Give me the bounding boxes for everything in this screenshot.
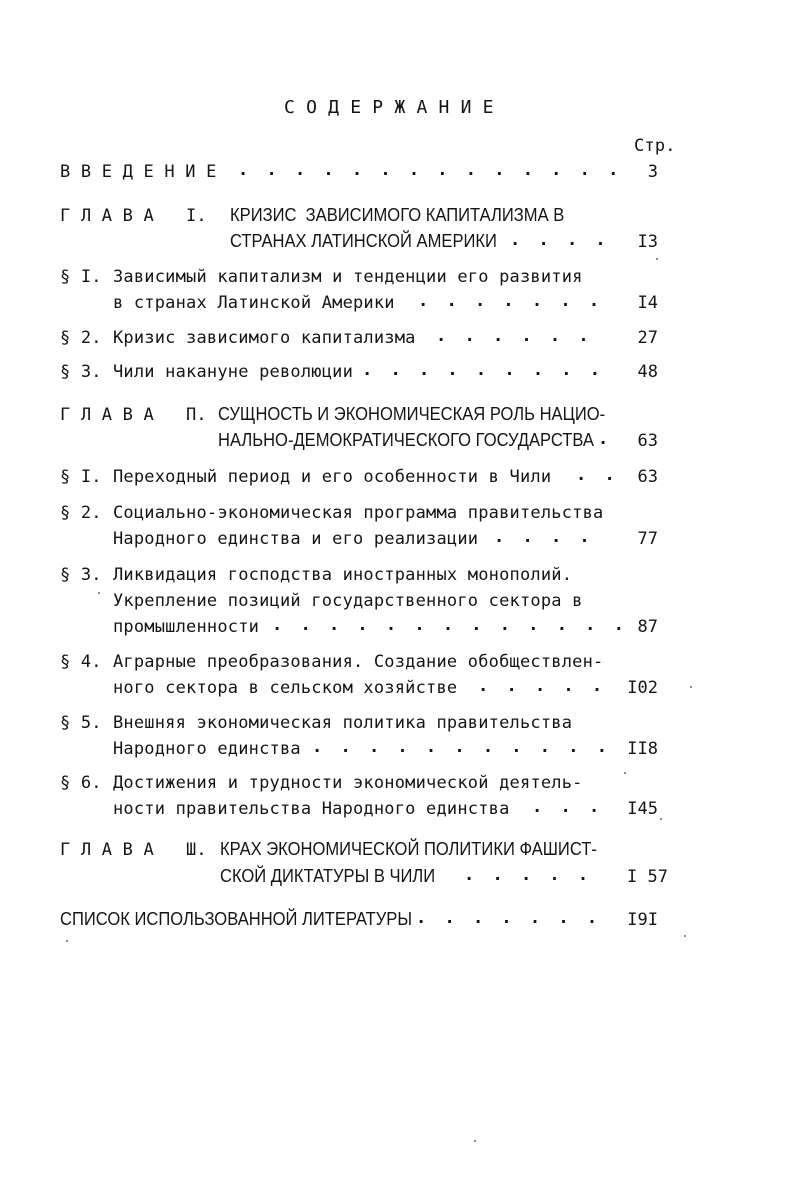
section-page: 27 <box>637 328 658 348</box>
section-title-line1: Переходный период и его особенности в Чили <box>113 467 552 487</box>
chapter1-title-line1: КРИЗИС ЗАВИСИМОГО КАПИТАЛИЗМА В <box>230 205 565 225</box>
dot-leader: . . . <box>532 797 604 817</box>
section-title-line2: ного сектора в сельском хозяйстве <box>113 678 458 698</box>
chapter1-title-line2: СТРАНАХ ЛАТИНСКОЙ АМЕРИКИ <box>230 231 497 251</box>
dot-leader: . . . . . . <box>436 326 593 346</box>
chapter2-title-line1: СУЩНОСТЬ И ЭКОНОМИЧЕСКАЯ РОЛЬ НАЦИО- <box>218 404 606 424</box>
section-title-line2: Укрепление позиций государственного сектора в <box>113 591 583 611</box>
section-title-line3: промышленности <box>113 617 260 637</box>
chapter3-page: I 57 <box>627 867 668 887</box>
chapter2-title-line2: НАЛЬНО-ДЕМОКРАТИЧЕСКОГО ГОСУДАРСТВА <box>218 430 594 450</box>
chapter2-label: Г Л А В А <box>60 405 154 425</box>
section-title-line2: Народного единства <box>113 739 301 759</box>
dot-leader: . . . . . <box>478 676 607 696</box>
section-number: § 3. <box>60 362 102 382</box>
section-title-line1: Зависимый капитализм и тенденции его развития <box>113 267 583 287</box>
chapter2-number: П. <box>186 405 207 425</box>
section-number: § 4. <box>60 652 102 672</box>
dot-leader: . . . . . <box>464 865 593 885</box>
section-number: § 2. <box>60 328 102 348</box>
section-page: I4 <box>637 293 658 313</box>
chapter1-page: I3 <box>637 232 658 252</box>
section-number: § I. <box>60 267 102 287</box>
chapter1-number: I. <box>186 206 207 226</box>
section-page: II8 <box>627 739 658 759</box>
section-page: I45 <box>627 799 658 819</box>
chapter3-title-line1: КРАХ ЭКОНОМИЧЕСКОЙ ПОЛИТИКИ ФАШИСТ- <box>220 839 597 859</box>
section-title-line1: Чили накануне революции <box>113 362 354 382</box>
intro-label: В В Е Д Е Н И Е <box>60 162 217 182</box>
scan-speck <box>660 818 662 820</box>
section-page: 48 <box>637 362 658 382</box>
chapter3-number: Ш. <box>186 840 207 860</box>
dot-leader: . . . . . . . . . . . . . <box>272 615 628 635</box>
section-number: § 6. <box>60 773 102 793</box>
intro-page: 3 <box>647 162 658 182</box>
bibliography-page: I9I <box>627 910 658 930</box>
chapter3-title-line2: СКОЙ ДИКТАТУРЫ В ЧИЛИ <box>220 866 436 886</box>
dot-leader: . . . . . . . . . <box>362 360 604 380</box>
section-page: 63 <box>637 467 658 487</box>
dot-leader: . . <box>576 465 619 485</box>
dot-leader: . . . . <box>510 230 610 250</box>
dot-leader: . <box>598 429 613 449</box>
section-title-line1: Ликвидация господства иностранных монополий. <box>113 565 573 585</box>
section-title-line2: ности правительства Народного единства <box>113 799 510 819</box>
section-page: 87 <box>637 617 658 637</box>
section-title-line1: Социально-экономическая программа правительства <box>113 503 604 523</box>
section-number: § 2. <box>60 503 102 523</box>
dot-leader: . . . . . . . . . . . <box>312 737 611 757</box>
page-column-header: Стр. <box>634 136 676 156</box>
dot-leader: . . . . . . . . . . . . . . <box>238 160 623 180</box>
dot-leader: . . . . . . . <box>416 908 602 928</box>
scan-speck <box>66 940 68 942</box>
section-page: 77 <box>637 529 658 549</box>
section-page: I02 <box>627 678 658 698</box>
section-number: § 5. <box>60 713 102 733</box>
chapter3-label: Г Л А В А <box>60 840 154 860</box>
scan-speck <box>684 935 686 937</box>
scan-speck <box>98 592 100 594</box>
dot-leader: . . . . <box>494 527 594 547</box>
section-title-line1: Кризис зависимого капитализма <box>113 328 416 348</box>
section-number: § 3. <box>60 565 102 585</box>
scan-speck <box>624 772 626 774</box>
scan-speck <box>656 258 658 260</box>
page-title: С О Д Е Р Ж А Н И Е <box>284 97 494 118</box>
section-title-line2: Народного единства и его реализации <box>113 529 479 549</box>
bibliography-label: СПИСОК ИСПОЛЬЗОВАННОЙ ЛИТЕРАТУРЫ <box>60 909 413 929</box>
section-title-line2: в странах Латинской Америки <box>113 293 395 313</box>
section-number: § I. <box>60 467 102 487</box>
section-title-line1: Достижения и трудности экономической деятель- <box>113 773 583 793</box>
scan-speck <box>474 1140 476 1142</box>
dot-leader: . . . . . . . <box>418 291 604 311</box>
chapter2-page: 63 <box>637 431 658 451</box>
scan-speck <box>690 686 692 688</box>
chapter1-label: Г Л А В А <box>60 206 154 226</box>
section-title-line1: Аграрные преобразования. Создание обобществлен- <box>113 652 604 672</box>
section-title-line1: Внешняя экономическая политика правительства <box>113 713 573 733</box>
